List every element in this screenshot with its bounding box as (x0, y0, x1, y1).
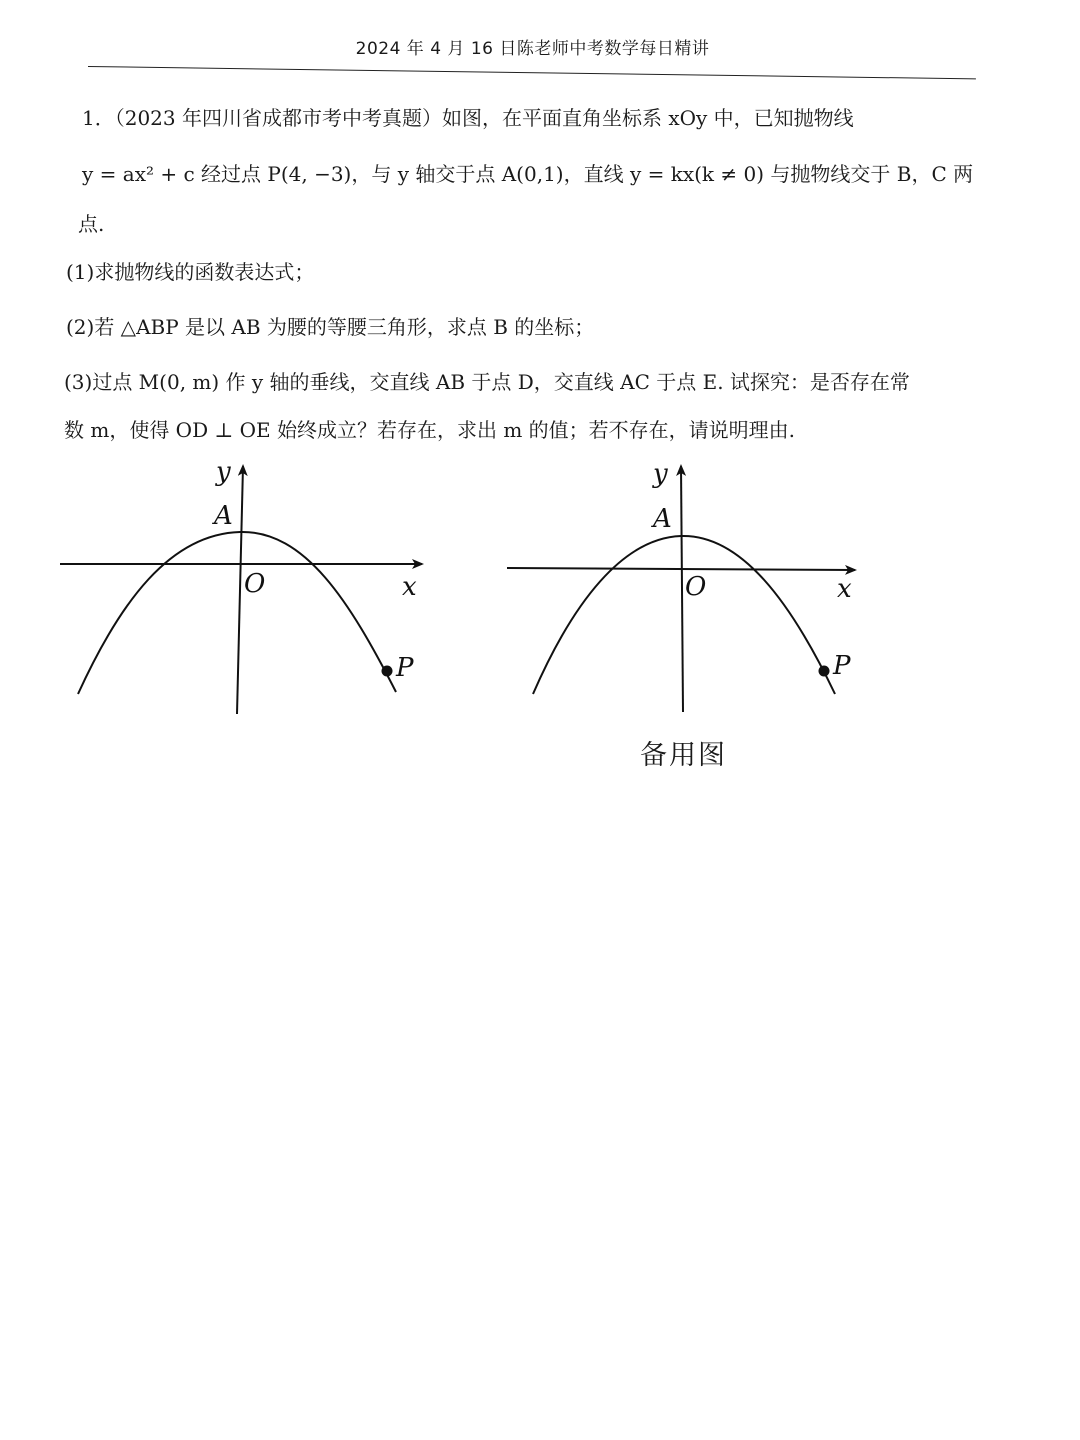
y-axis (681, 466, 683, 712)
point-a-label: A (214, 501, 233, 531)
parabola-figure-spare (495, 452, 875, 722)
question-part-1: (1)求抛物线的函数表达式； (66, 260, 315, 284)
point-p-label: P (396, 653, 414, 683)
problem-statement-line-3: 点. (78, 212, 105, 236)
y-axis-label: y (216, 457, 231, 487)
spare-figure-caption: 备用图 (640, 740, 727, 771)
origin-label: O (244, 569, 266, 599)
header-divider (88, 66, 976, 79)
parabola-figure-main-svg (50, 452, 430, 722)
parabola-curve (533, 536, 835, 694)
question-part-3-line-1: (3)过点 M(0, m) 作 y 轴的垂线，交直线 AB 于点 D，交直线 AC 于点 E. 试探究：是否存在常 (64, 370, 910, 394)
parabola-figure-spare-svg (495, 452, 875, 722)
y-axis-label: y (653, 459, 668, 489)
y-axis (237, 466, 243, 714)
problem-statement-line-2: y = ax² + c 经过点 P(4, −3)，与 y 轴交于点 A(0,1)，直线 y = kx(k ≠ 0) 与抛物线交于 B，C 两 (82, 162, 974, 186)
question-part-2: (2)若 △ABP 是以 AB 为腰的等腰三角形，求点 B 的坐标； (66, 315, 595, 339)
point-p-dot (819, 666, 830, 677)
origin-label: O (685, 572, 707, 602)
parabola-curve (78, 532, 396, 694)
point-p-label: P (833, 651, 851, 681)
parabola-figure-main (50, 452, 430, 722)
point-a-label: A (653, 504, 672, 534)
question-part-3-line-2: 数 m，使得 OD ⊥ OE 始终成立？若存在，求出 m 的值；若不存在，请说明理由. (64, 418, 796, 442)
x-axis-label: x (837, 574, 852, 604)
problem-statement-line-1: 1．（2023 年四川省成都市考中考真题）如图，在平面直角坐标系 xOy 中，已知抛物线 (82, 106, 854, 130)
x-axis-label: x (402, 572, 417, 602)
page-header: 2024 年 4 月 16 日陈老师中考数学每日精讲 (355, 39, 710, 59)
point-p-dot (382, 666, 393, 677)
